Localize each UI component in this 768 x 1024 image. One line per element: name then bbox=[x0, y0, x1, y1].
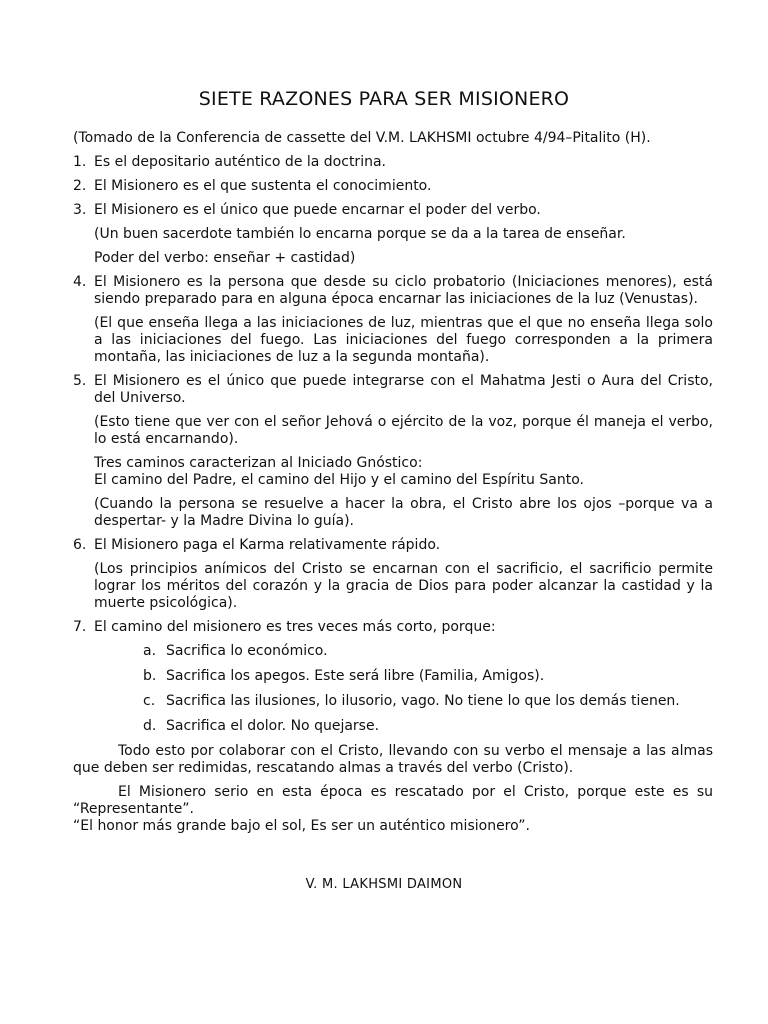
list-item bbox=[73, 619, 713, 636]
list-item bbox=[73, 202, 713, 219]
item-text: El Misionero es el que sustenta el conocimiento. bbox=[94, 178, 432, 194]
sub-item-text: Sacrifica los apegos. Este será libre (Familia, Amigos). bbox=[166, 668, 545, 684]
closing-paragraph: El Misionero serio en esta época es rescatado por el Cristo, porque este es su “Representante”. bbox=[73, 784, 713, 817]
item-text: Es el depositario auténtico de la doctrina. bbox=[94, 154, 386, 170]
sub-item-text: Sacrifica lo económico. bbox=[166, 643, 328, 659]
sub-item-text: Sacrifica las ilusiones, lo ilusorio, vago. No tiene lo que los demás tienen. bbox=[166, 693, 680, 709]
item-text: El camino del misionero es tres veces más corto, porque: bbox=[94, 619, 496, 635]
item-note: (Un buen sacerdote también lo encarna porque se da a la tarea de enseñar. bbox=[94, 226, 626, 242]
item-number: 1. bbox=[73, 154, 87, 170]
item-note: (Esto tiene que ver con el señor Jehová o ejército de la voz, porque él maneja el verbo, lo está encarnando). bbox=[94, 414, 713, 447]
list-item bbox=[73, 274, 713, 308]
list-item bbox=[73, 178, 713, 195]
sub-item-letter: d. bbox=[143, 718, 157, 734]
item-note: Tres caminos caracterizan al Iniciado Gnóstico: bbox=[94, 455, 423, 471]
source-note: (Tomado de la Conferencia de cassette del V.M. LAKHSMI octubre 4/94–Pitalito (H). bbox=[73, 130, 651, 146]
item-text: El Misionero es el único que puede integrarse con el Mahatma Jesti o Aura del Cristo, del Universo. bbox=[94, 373, 713, 406]
sub-list-item bbox=[143, 643, 713, 660]
list-item bbox=[73, 154, 713, 171]
item-number: 6. bbox=[73, 537, 87, 553]
sub-list-item bbox=[143, 693, 713, 710]
list-item bbox=[73, 373, 713, 407]
item-note: El camino del Padre, el camino del Hijo y el camino del Espíritu Santo. bbox=[94, 472, 584, 488]
sub-item-letter: a. bbox=[143, 643, 157, 659]
sub-list-item bbox=[143, 718, 713, 735]
item-text: El Misionero es el único que puede encarnar el poder del verbo. bbox=[94, 202, 541, 218]
item-note: Poder del verbo: enseñar + castidad) bbox=[94, 250, 356, 266]
signature: V. M. LAKHSMI DAIMON bbox=[305, 877, 463, 892]
item-note: (El que enseña llega a las iniciaciones de luz, mientras que el que no enseña llega solo a las iniciaciones del fuego. Las iniciaciones del fuego corresponden a la primera montaña, las iniciaciones de luz a la segunda montaña). bbox=[94, 315, 713, 365]
item-number: 7. bbox=[73, 619, 87, 635]
item-number: 5. bbox=[73, 373, 87, 389]
sub-item-text: Sacrifica el dolor. No quejarse. bbox=[166, 718, 380, 734]
item-number: 3. bbox=[73, 202, 87, 218]
item-number: 4. bbox=[73, 274, 87, 290]
item-text: El Misionero es la persona que desde su ciclo probatorio (Iniciaciones menores), está siendo preparado para en alguna época encarnar las iniciaciones de la luz (Venustas). bbox=[94, 274, 713, 307]
item-number: 2. bbox=[73, 178, 87, 194]
sub-list-item bbox=[143, 668, 713, 685]
page-title: SIETE RAZONES PARA SER MISIONERO bbox=[198, 88, 570, 110]
sub-item-letter: c. bbox=[143, 693, 156, 709]
list-item bbox=[73, 537, 713, 554]
closing-quote: “El honor más grande bajo el sol, Es ser un auténtico misionero”. bbox=[73, 818, 530, 834]
document-body bbox=[73, 130, 713, 842]
item-text: El Misionero paga el Karma relativamente rápido. bbox=[94, 537, 441, 553]
item-note: (Cuando la persona se resuelve a hacer la obra, el Cristo abre los ojos –porque va a despertar- y la Madre Divina lo guía). bbox=[94, 496, 713, 529]
sub-item-letter: b. bbox=[143, 668, 157, 684]
closing-paragraph: Todo esto por colaborar con el Cristo, llevando con su verbo el mensaje a las almas que deben ser redimidas, rescatando almas a través del verbo (Cristo). bbox=[73, 743, 713, 776]
item-note: (Los principios anímicos del Cristo se encarnan con el sacrificio, el sacrificio permite lograr los méritos del corazón y la gracia de Dios para poder alcanzar la castidad y la muerte psicológica). bbox=[94, 561, 713, 611]
